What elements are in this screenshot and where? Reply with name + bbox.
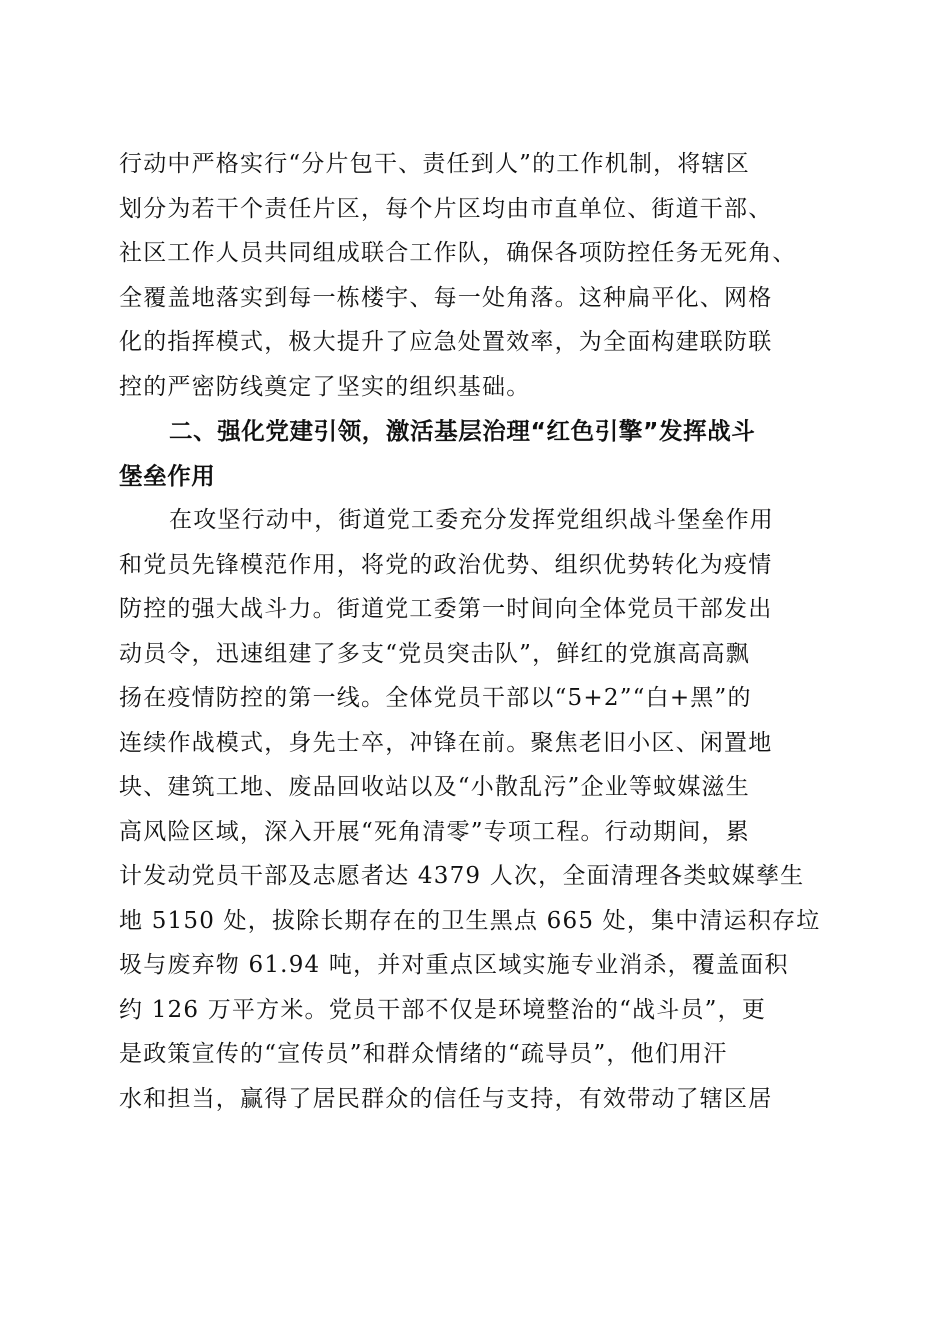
paragraph-line: 地 5150 处，拔除长期存在的卫生黑点 665 处，集中清运积存垃 <box>119 907 821 934</box>
paragraph-line: 动员令，迅速组建了多支“党员突击队”，鲜红的党旗高高飘 <box>119 640 750 667</box>
paragraph-line: 防控的强大战斗力。街道党工委第一时间向全体党员干部发出 <box>119 596 773 622</box>
heading-line: 二、强化党建引领，激活基层治理“红色引擎”发挥战斗 <box>169 417 756 445</box>
paragraph-line: 社区工作人员共同组成联合工作队，确保各项防控任务无死角、 <box>119 240 797 266</box>
document-body <box>119 142 859 1121</box>
paragraph-line: 水和担当，赢得了居民群众的信任与支持，有效带动了辖区居 <box>119 1085 773 1112</box>
paragraph-line: 控的严密防线奠定了坚实的组织基础。 <box>119 373 531 400</box>
paragraph-line: 连续作战模式，身先士卒，冲锋在前。聚焦老旧小区、闲置地 <box>119 729 773 756</box>
paragraph-line: 圾与废弃物 61.94 吨，并对重点区域实施专业消杀，覆盖面积 <box>119 952 789 978</box>
paragraph-2 <box>119 498 859 1121</box>
paragraph-line: 是政策宣传的“宣传员”和群众情绪的“疏导员”，他们用汗 <box>119 1041 728 1067</box>
paragraph-line: 划分为若干个责任片区，每个片区均由市直单位、街道干部、 <box>119 195 773 222</box>
section-heading <box>119 409 859 498</box>
heading-line: 堡垒作用 <box>119 461 216 490</box>
paragraph-line: 约 126 万平方米。党员干部不仅是环境整治的“战斗员”，更 <box>119 996 767 1023</box>
paragraph-line: 化的指挥模式，极大提升了应急处置效率，为全面构建联防联 <box>119 329 773 355</box>
paragraph-line: 扬在疫情防控的第一线。全体党员干部以“5+2”“白+黑”的 <box>119 685 752 711</box>
paragraph-line: 块、建筑工地、废品回收站以及“小散乱污”企业等蚊媒滋生 <box>119 774 750 800</box>
paragraph-line: 在攻坚行动中，街道党工委充分发挥党组织战斗堡垒作用 <box>169 507 774 533</box>
paragraph-line: 和党员先锋模范作用，将党的政治优势、组织优势转化为疫情 <box>119 551 773 578</box>
paragraph-line: 全覆盖地落实到每一栋楼宇、每一处角落。这种扁平化、网格 <box>119 284 773 311</box>
paragraph-1 <box>119 142 859 409</box>
paragraph-line: 高风险区域，深入开展“死角清零”专项工程。行动期间，累 <box>119 818 750 845</box>
paragraph-line: 计发动党员干部及志愿者达 4379 人次，全面清理各类蚊媒孳生 <box>119 863 805 889</box>
paragraph-line: 行动中严格实行“分片包干、责任到人”的工作机制，将辖区 <box>119 151 750 177</box>
